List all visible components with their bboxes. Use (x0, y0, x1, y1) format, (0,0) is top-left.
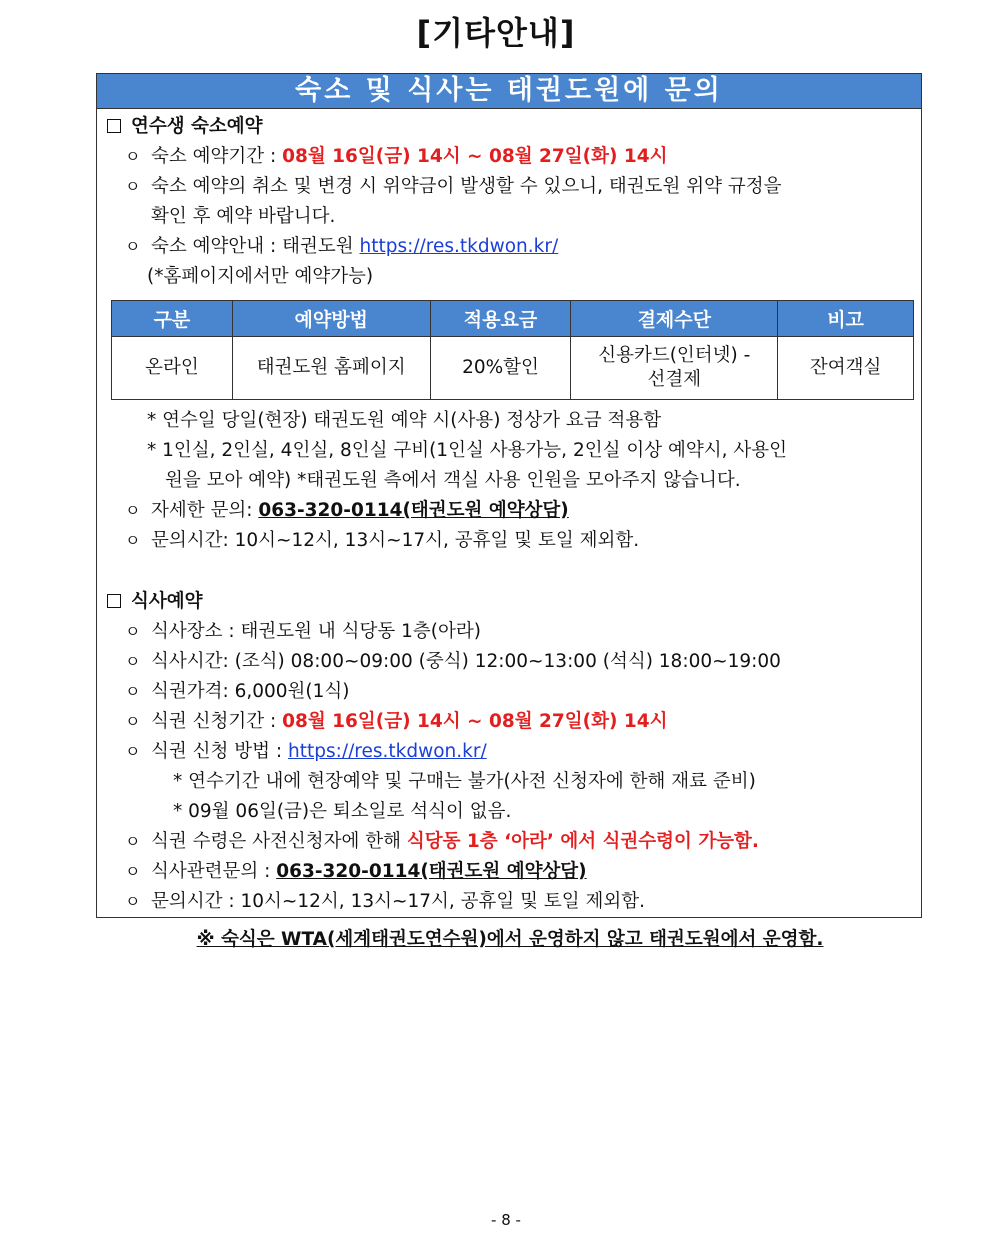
meal-method: ㅇ 식권 신청 방법 : https://res.tkdwon.kr/ (125, 739, 487, 765)
banner-heading: 숙소 및 식사는 태권도원에 문의 (97, 74, 921, 109)
bullet-icon: ㅇ (125, 622, 141, 641)
bullet-icon: ㅇ (125, 892, 141, 911)
bullet-icon: ㅇ (125, 682, 141, 701)
table-row (112, 337, 914, 400)
checkbox-square-icon (107, 119, 121, 133)
lodging-guide-note: (*홈페이지에서만 예약가능) (147, 266, 374, 287)
bullet-icon: ㅇ (125, 832, 141, 851)
table-header-cell: 구분 (112, 301, 233, 337)
footnote: ※ 숙식은 WTA(세계태권도연수원)에서 운영하지 않고 태권도원에서 운영함. (196, 929, 824, 950)
lodging-note-1: * 연수일 당일(현장) 태권도원 예약 시(사용) 정상가 요금 적용함 (147, 410, 662, 431)
table-header-cell: 예약방법 (232, 301, 430, 337)
table-header-cell: 비고 (778, 301, 914, 337)
lodging-note-2-cont: 원을 모아 예약) *태권도원 측에서 객실 사용 인원을 모아주지 않습니다. (165, 470, 741, 491)
meal-heading: 식사예약 (107, 589, 202, 615)
bullet-icon: ㅇ (125, 177, 141, 196)
meal-price: ㅇ 식권가격: 6,000원(1식) (125, 679, 350, 705)
table-cell: 20%할인 (430, 337, 571, 400)
bullet-icon: ㅇ (125, 652, 141, 671)
lodging-reservation-link[interactable]: https://res.tkdwon.kr/ (359, 236, 559, 257)
meal-receive: ㅇ 식권 수령은 사전신청자에 한해 식당동 1층 ‘아라’ 에서 식권수령이 가능함. (125, 829, 759, 855)
lodging-cancel: ㅇ 숙소 예약의 취소 및 변경 시 위약금이 발생할 수 있으니, 태권도원 위약 규정을 (125, 174, 781, 200)
bullet-icon: ㅇ (125, 742, 141, 761)
info-box (96, 73, 922, 918)
lodging-table (111, 300, 914, 400)
table-header-cell: 적용요금 (430, 301, 571, 337)
meal-place: ㅇ 식사장소 : 태권도원 내 식당동 1층(아라) (125, 619, 481, 645)
meal-note-1: * 연수기간 내에 현장예약 및 구매는 불가(사전 신청자에 한해 재료 준비) (173, 771, 756, 792)
bullet-icon: ㅇ (125, 712, 141, 731)
lodging-hours: ㅇ 문의시간: 10시~12시, 13시~17시, 공휴일 및 토일 제외함. (125, 528, 639, 554)
lodging-period: ㅇ 숙소 예약기간 : 08월 16일(금) 14시 ~ 08월 27일(화) 14시 (125, 144, 668, 170)
lodging-heading: 연수생 숙소예약 (107, 114, 263, 140)
table-cell: 온라인 (112, 337, 233, 400)
payment-line-2: 선결제 (647, 369, 702, 390)
checkbox-square-icon (107, 594, 121, 608)
meal-reservation-link[interactable]: https://res.tkdwon.kr/ (287, 741, 487, 762)
table-header-row (112, 301, 914, 337)
table-cell (571, 337, 778, 400)
lodging-note-2: * 1인실, 2인실, 4인실, 8인실 구비(1인실 사용가능, 2인실 이상 예약시, 사용인 (147, 440, 787, 461)
meal-time: ㅇ 식사시간: (조식) 08:00~09:00 (중식) 12:00~13:00 (석식) 18:00~19:00 (125, 649, 781, 675)
table-cell: 잔여객실 (778, 337, 914, 400)
bullet-icon: ㅇ (125, 531, 141, 550)
table-cell: 태권도원 홈페이지 (232, 337, 430, 400)
bullet-icon: ㅇ (125, 237, 141, 256)
bullet-icon: ㅇ (125, 501, 141, 520)
meal-note-2: * 09월 06일(금)은 퇴소일로 석식이 없음. (173, 801, 512, 822)
table-header-cell: 결제수단 (571, 301, 778, 337)
lodging-guide: ㅇ 숙소 예약안내 : 태권도원 https://res.tkdwon.kr/ (125, 234, 558, 260)
page-title: [기타안내] (416, 14, 576, 52)
meal-hours: ㅇ 문의시간 : 10시~12시, 13시~17시, 공휴일 및 토일 제외함. (125, 889, 645, 915)
bullet-icon: ㅇ (125, 862, 141, 881)
meal-period: ㅇ 식권 신청기간 : 08월 16일(금) 14시 ~ 08월 27일(화) 14시 (125, 709, 668, 735)
meal-contact: ㅇ 식사관련문의 : 063-320-0114(태권도원 예약상담) (125, 859, 587, 885)
payment-line-1: 신용카드(인터넷) - (598, 345, 751, 366)
lodging-contact: ㅇ 자세한 문의: 063-320-0114(태권도원 예약상담) (125, 498, 569, 524)
bullet-icon: ㅇ (125, 147, 141, 166)
lodging-cancel-cont: 확인 후 예약 바랍니다. (151, 206, 336, 227)
page-number: - 8 - (491, 1211, 521, 1229)
